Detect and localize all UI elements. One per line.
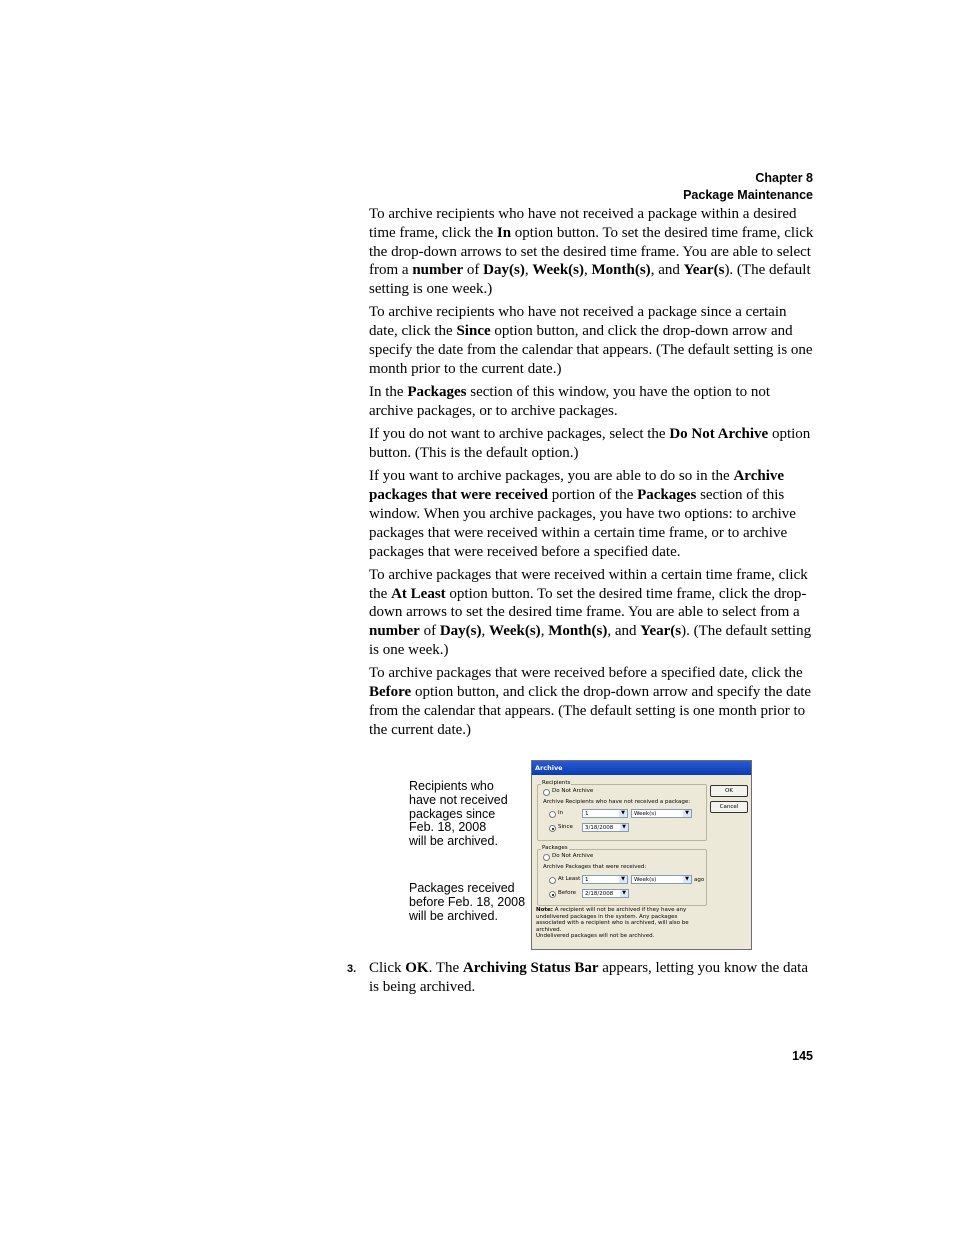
paragraph — [369, 467, 815, 561]
text-run: option button. (This is the default option.) — [369, 426, 811, 462]
bold-term: Packages — [407, 384, 467, 401]
dialog-title: Archive — [532, 761, 751, 775]
in-number-select[interactable] — [582, 809, 628, 818]
archive-figure — [409, 760, 754, 950]
chevron-down-icon: ▼ — [619, 810, 627, 817]
text-run: , — [524, 262, 533, 279]
recipients-do-not-archive-radio[interactable] — [543, 789, 550, 796]
text-run: option button. To set the desired time frame, click the drop-down arrows to set the desired time frame. You are able to select from a — [369, 585, 807, 621]
bold-term: Day(s) — [439, 623, 482, 640]
text-run: , and — [607, 623, 641, 640]
chevron-down-icon: ▼ — [620, 890, 628, 897]
step-number: 3. — [347, 963, 357, 975]
paragraph — [369, 303, 815, 378]
text-run: of — [463, 262, 484, 279]
bold-term: Archive packages that were received — [369, 468, 785, 504]
note-text: A recipient will not be archived if they have any undelivered packages in the system. Any packages associated with a recipient who is archived, will also be archived. Undelivered packages will not be archived. — [536, 907, 689, 940]
text-run: ). (The default setting is one week.) — [369, 623, 812, 659]
recipients-do-not-archive-label: Do Not Archive — [552, 788, 594, 794]
at-least-radio[interactable] — [549, 877, 556, 884]
at-least-unit-value: Week(s) — [634, 877, 657, 883]
archive-packages-label: Archive Packages that were received: — [543, 864, 647, 870]
bold-term: OK — [405, 960, 429, 976]
text-run: , — [481, 623, 490, 640]
text-run: portion of the — [547, 487, 638, 504]
recipients-caption: Recipients who have not received packages since Feb. 18, 2008 will be archived. — [409, 779, 508, 849]
packages-do-not-archive-radio[interactable] — [543, 854, 550, 861]
archive-note — [536, 907, 736, 940]
text-run: section of this window, you have the option to not archive packages, or to archive packages. — [369, 384, 771, 419]
bold-term: At Least — [391, 585, 446, 602]
paragraph — [369, 425, 815, 463]
paragraph — [369, 664, 815, 739]
text-run: appears, letting you know the data is being archived. — [369, 960, 809, 995]
since-date-picker[interactable] — [582, 823, 629, 832]
bold-term: Packages — [637, 487, 697, 504]
before-date-value: 2/18/2008 — [585, 891, 614, 897]
bold-term: number — [369, 623, 420, 640]
in-number-value: 1 — [585, 811, 589, 817]
chevron-down-icon: ▼ — [619, 876, 627, 883]
before-radio[interactable] — [549, 891, 556, 898]
text-run: , — [584, 262, 592, 279]
at-least-label: At Least — [558, 876, 581, 882]
archive-dialog — [531, 760, 752, 950]
in-label: In — [558, 810, 564, 816]
bold-term: Month(s) — [548, 623, 608, 640]
packages-group-title: Packages — [542, 845, 568, 851]
since-date-value: 3/18/2008 — [585, 825, 614, 831]
step-text — [369, 960, 808, 995]
text-run: To archive recipients who have not received a package since a certain date, click the — [369, 304, 787, 340]
in-unit-select[interactable] — [631, 809, 692, 818]
text-run: section of this window. When you archive packages, you have two options: to archive packages that were received within a certain time frame, or to archive packages that were received before a specified date. — [369, 487, 796, 560]
chevron-down-icon: ▼ — [683, 810, 691, 817]
text-run: In the — [369, 384, 408, 401]
at-least-number-select[interactable] — [582, 875, 628, 884]
since-radio[interactable] — [549, 825, 556, 832]
recipients-group-title: Recipients — [542, 780, 571, 786]
at-least-number-value: 1 — [585, 877, 589, 883]
text-run: , — [540, 623, 549, 640]
before-label: Before — [558, 890, 576, 896]
text-run: . The — [428, 960, 463, 976]
step-3 — [347, 959, 815, 997]
bold-term: Day(s) — [483, 262, 525, 279]
chevron-down-icon: ▼ — [620, 824, 628, 831]
chapter-label: Chapter 8 — [755, 171, 813, 185]
at-least-unit-select[interactable] — [631, 875, 692, 884]
text-run: To archive recipients who have not received a package within a desired time frame, click the — [369, 206, 797, 241]
archive-recipients-label: Archive Recipients who have not received a package: — [543, 799, 691, 805]
bold-term: Month(s) — [591, 262, 651, 279]
ok-button[interactable]: OK — [710, 785, 748, 797]
packages-do-not-archive-label: Do Not Archive — [552, 853, 594, 859]
note-label: Note: — [536, 907, 553, 913]
paragraph — [369, 566, 815, 660]
page-number: 145 — [792, 1049, 813, 1063]
text-run: If you want to archive packages, you are able to do so in the — [369, 468, 734, 485]
running-header — [683, 170, 813, 204]
text-run: option button, and click the drop-down arrow and specify the date from the calendar that appears. (The default setting is one month prior to the current date.) — [369, 323, 813, 377]
text-run: To archive packages that were received within a certain time frame, click the — [369, 566, 808, 602]
bold-term: Do Not Archive — [669, 426, 769, 443]
text-run: , and — [650, 262, 684, 279]
text-run: ). (The default setting is one week.) — [369, 262, 811, 298]
bold-term: number — [412, 262, 464, 279]
paragraph — [369, 383, 815, 421]
body-text — [369, 205, 815, 744]
bold-term: In — [496, 224, 512, 241]
bold-term: Since — [456, 323, 491, 340]
cancel-button[interactable]: Cancel — [710, 801, 748, 813]
in-unit-value: Week(s) — [634, 811, 657, 817]
bold-term: Week(s) — [489, 623, 541, 640]
bold-term: Week(s) — [532, 262, 585, 279]
since-label: Since — [558, 824, 573, 830]
before-date-picker[interactable] — [582, 889, 629, 898]
text-run: option button, and click the drop-down arrow and specify the date from the calendar that appears. (The default setting is one month prior to the current date.) — [369, 684, 812, 738]
chapter-title: Package Maintenance — [683, 188, 813, 202]
text-run: If you do not want to archive packages, select the — [369, 426, 670, 443]
bold-term: Archiving Status Bar — [462, 960, 599, 976]
text-run: option button. To set the desired time frame, click the drop-down arrows to set the desired time frame. You are able to select from a — [369, 224, 814, 279]
paragraph — [369, 205, 815, 299]
text-run: of — [419, 623, 440, 640]
text-run: Click — [369, 960, 406, 976]
text-run: To archive packages that were received before a specified date, click the — [369, 665, 803, 682]
ago-label: ago — [694, 877, 705, 883]
bold-term: Year(s — [683, 262, 725, 279]
chevron-down-icon: ▼ — [683, 876, 691, 883]
bold-term: Before — [369, 684, 412, 701]
packages-caption: Packages received before Feb. 18, 2008 will be archived. — [409, 881, 526, 923]
bold-term: Year(s — [640, 623, 682, 640]
in-radio[interactable] — [549, 811, 556, 818]
